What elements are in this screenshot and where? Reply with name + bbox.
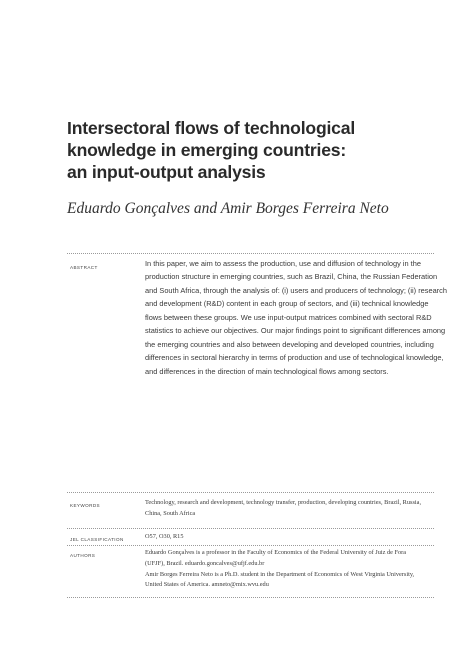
abstract-text [145,257,447,378]
divider [67,253,434,254]
abstract-label: ABSTRACT [70,265,98,270]
abstract-line: statistics to achieve our objectives. Our major findings point to significant differences among [145,326,446,336]
keywords-line: China, South Africa [145,509,196,517]
article-title [67,117,407,183]
title-line: an input-output analysis [67,162,266,182]
title-line: knowledge in emerging countries: [67,140,347,160]
abstract-line: and South Africa, through the analysis of: (i) users and producers of technology; (ii) research [145,285,447,295]
title-line: Intersectoral flows of technological [67,118,356,138]
divider [67,492,434,493]
keywords-text [145,498,421,520]
keywords-label: KEYWORDS [70,503,100,508]
abstract-line: flows between these groups. We use input-output matrices combined with sectoral R&D [145,312,432,322]
jel-line: O57, O30, R15 [145,533,184,540]
affiliation-line: United States of America. amneto@mix.wvu.edu [145,581,269,589]
affiliation-line: (UFJF), Brazil. eduardo.goncalves@ufjf.edu.br [145,559,265,567]
abstract-line: and development (R&D) content in each group of sectors, and (iii) technical knowledge [145,299,429,309]
divider [67,528,434,529]
authors-label: AUTHORS [70,553,96,558]
jel-label: JEL CLASSIFICATION [70,537,124,542]
keywords-line: Technology, research and development, technology transfer, production, developing countries, Brazil, Russia, [145,499,422,506]
abstract-line: differences in sectoral hierarchy in terms of production and use of technological knowledge, [145,353,444,363]
author-affiliations [145,548,414,591]
affiliation-line: Eduardo Gonçalves is a professor in the Faculty of Economics of the Federal University of Juiz de Fora [145,549,407,556]
abstract-line: In this paper, we aim to assess the production, use and diffusion of technology in the [145,259,421,268]
abstract-line: production structure in emerging countries, such as Brazil, China, the Russian Federation [145,272,438,282]
abstract-line: and differences in the direction of main technological flows among sectors. [145,366,389,376]
divider [67,597,434,598]
affiliation-line: Amir Borges Ferreira Neto is a Ph.D. student in the Department of Economics of West Virginia University, [145,570,415,578]
author-names: Eduardo Gonçalves and Amir Borges Ferreira Neto [67,200,389,217]
abstract-line: the emerging countries and also between developing and developed countries, including [145,339,434,349]
jel-codes [145,532,183,543]
divider [67,545,434,546]
